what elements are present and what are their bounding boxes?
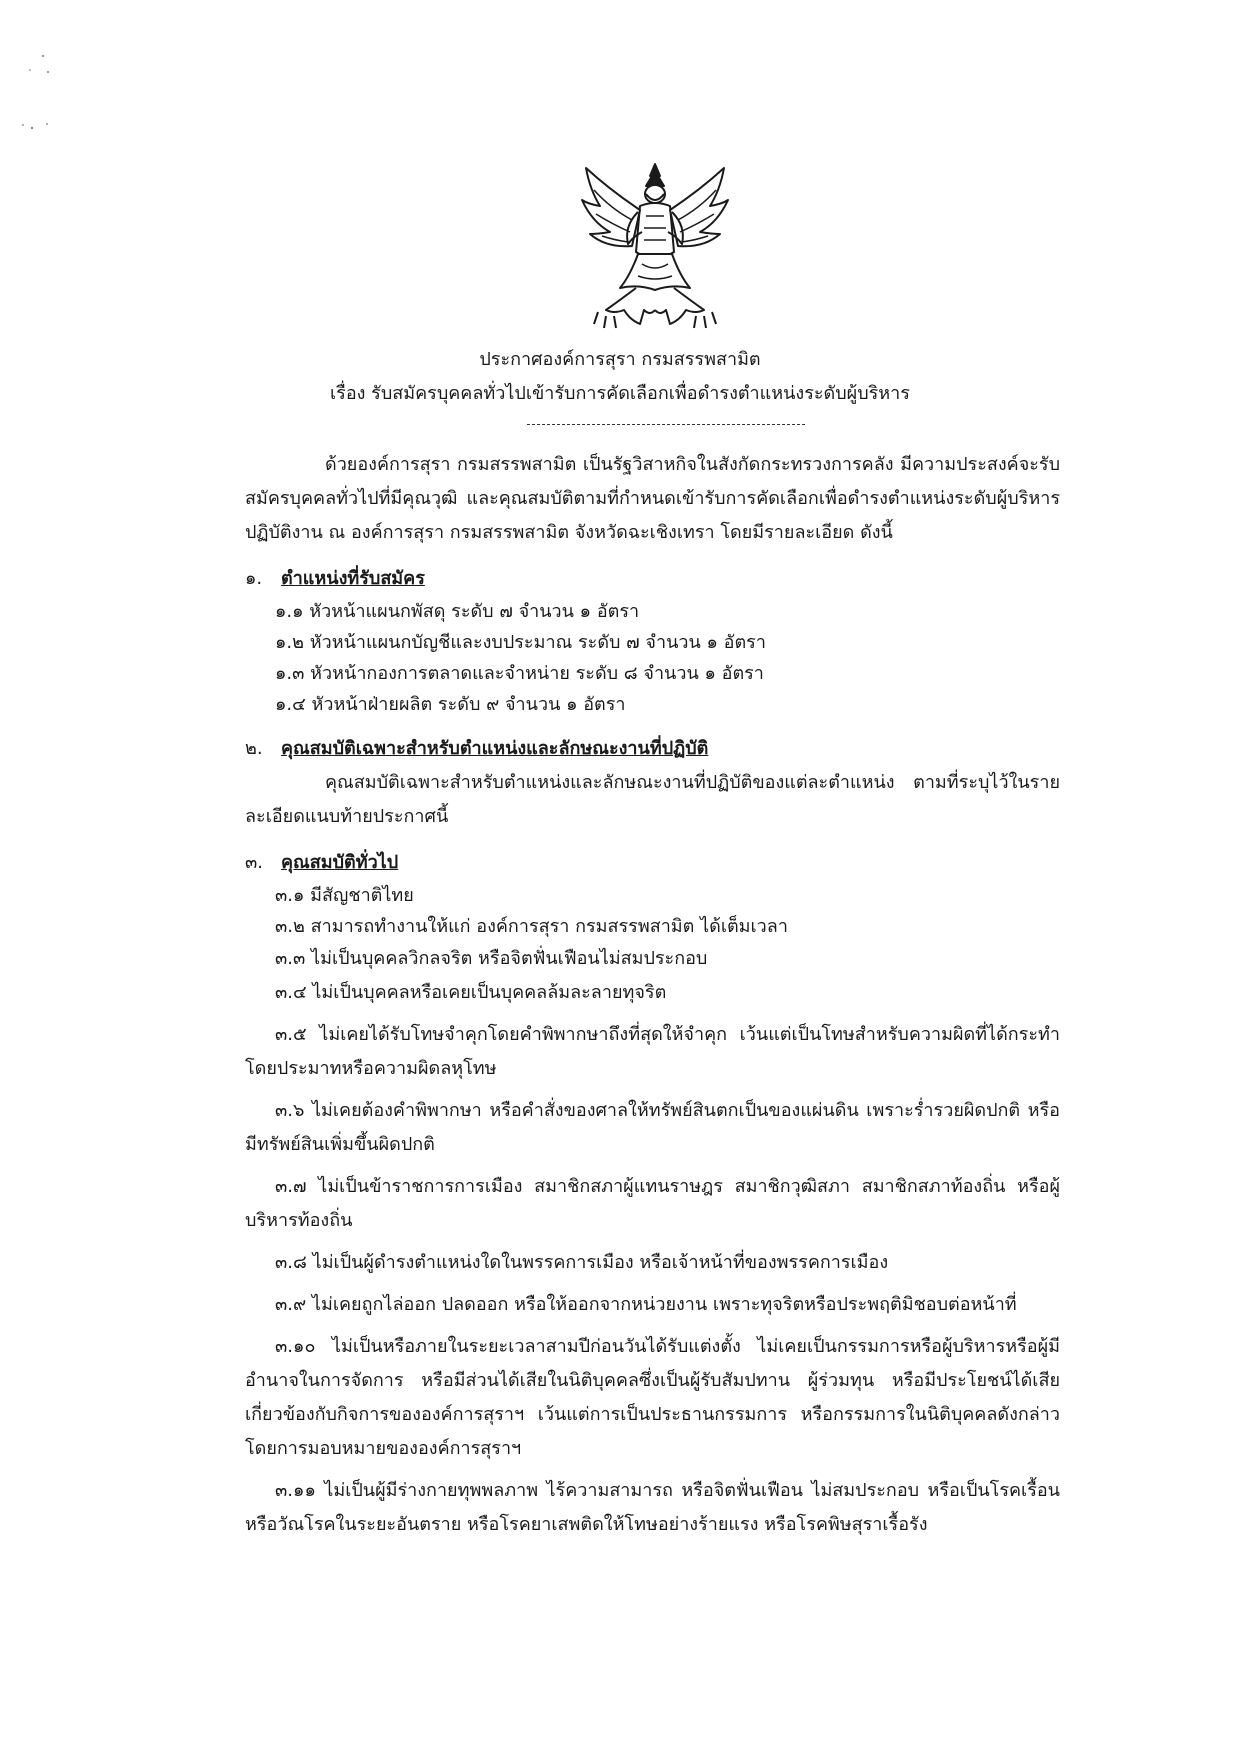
announcement-header <box>0 343 1240 411</box>
section-3-item: ๓.๔ ไม่เป็นบุคคลหรือเคยเป็นบุคคลล้มละลายทุจริต <box>275 982 667 1003</box>
announcement-body <box>245 448 1060 1542</box>
section-1-number: ๑. <box>245 568 263 589</box>
scan-specks <box>20 50 70 140</box>
section-3-item: ๓.๑ มีสัญชาติไทย <box>275 885 414 906</box>
section-2-number: ๒. <box>245 738 263 759</box>
section-3-heading <box>245 846 1060 880</box>
title-separator <box>527 424 805 425</box>
section-1-heading <box>245 562 1060 596</box>
section-3-item: ๓.๗ ไม่เป็นข้าราชการการเมือง สมาชิกสภาผู้แทนราษฎร สมาชิกวุฒิสภา สมาชิกสภาท้องถิ่น หรือผู้บริหารท้องถิ่น <box>245 1176 1060 1231</box>
section-1-item: ๑.๓ หัวหน้ากองการตลาดและจำหน่าย ระดับ ๘ จำนวน ๑ อัตรา <box>275 663 764 684</box>
section-3-item: ๓.๕ ไม่เคยได้รับโทษจำคุกโดยคำพิพากษาถึงที่สุดให้จำคุก เว้นแต่เป็นโทษสำหรับความผิดที่ได้กระทำโดยประมาทหรือความผิดลหุโทษ <box>245 1024 1060 1079</box>
section-2-heading <box>245 732 1060 766</box>
section-3-item: ๓.๙ ไม่เคยถูกไล่ออก ปลดออก หรือให้ออกจากหน่วยงาน เพราะทุจริตหรือประพฤติมิชอบต่อหน้าที่ <box>275 1294 1017 1315</box>
section-1-item: ๑.๔ หัวหน้าฝ่ายผลิต ระดับ ๙ จำนวน ๑ อัตรา <box>275 694 626 715</box>
intro-paragraph: ด้วยองค์การสุรา กรมสรรพสามิต เป็นรัฐวิสาหกิจในสังกัดกระทรวงการคลัง มีความประสงค์จะรับสมัครบุคคลทั่วไปที่มีคุณวุฒิ และคุณสมบัติตามที่กำหนดเข้ารับการคัดเลือกเพื่อดำรงตำแหน่งระดับผู้บริหาร ปฏิบัติงาน ณ องค์การสุรา กรมสรรพสามิต จังหวัดฉะเชิงเทรา โดยมีรายละเอียด ดังนี้ <box>245 454 1060 543</box>
section-3-item: ๓.๒ สามารถทำงานให้แก่ องค์การสุรา กรมสรรพสามิต ได้เต็มเวลา <box>275 916 788 937</box>
section-2-text: คุณสมบัติเฉพาะสำหรับตำแหน่งและลักษณะงานที่ปฏิบัติของแต่ละตำแหน่ง ตามที่ระบุไว้ในรายละเอียดแนบท้ายประกาศนี้ <box>245 772 1060 827</box>
section-3-item: ๓.๓ ไม่เป็นบุคคลวิกลจริต หรือจิตฟั่นเฟือนไม่สมประกอบ <box>275 948 708 969</box>
announcement-subject: เรื่อง รับสมัครบุคคลทั่วไปเข้ารับการคัดเลือกเพื่อดำรงตำแหน่งระดับผู้บริหาร <box>330 383 910 404</box>
garuda-emblem <box>580 160 730 335</box>
section-1-item: ๑.๑ หัวหน้าแผนกพัสดุ ระดับ ๗ จำนวน ๑ อัตรา <box>275 601 640 622</box>
section-1-item: ๑.๒ หัวหน้าแผนกบัญชีและงบประมาณ ระดับ ๗ จำนวน ๑ อัตรา <box>275 632 766 653</box>
section-3-item: ๓.๑๐ ไม่เป็นหรือภายในระยะเวลาสามปีก่อนวันได้รับแต่งตั้ง ไม่เคยเป็นกรรมการหรือผู้บริหารหรือผู้มีอำนาจในการจัดการ หรือมีส่วนได้เสียในนิติบุคคลซึ่งเป็นผู้รับสัมปทาน ผู้ร่วมทุน หรือมีประโยชน์ได้เสียเกี่ยวข้องกับกิจการขององค์การสุราฯ เว้นแต่การเป็นประธานกรรมการ หรือกรรมการในนิติบุคคลดังกล่าวโดยการมอบหมายขององค์การสุราฯ <box>245 1336 1060 1459</box>
section-2-title: คุณสมบัติเฉพาะสำหรับตำแหน่งและลักษณะงานที่ปฏิบัติ <box>281 738 709 759</box>
section-3-item: ๓.๑๑ ไม่เป็นผู้มีร่างกายทุพพลภาพ ไร้ความสามารถ หรือจิตฟั่นเฟือน ไม่สมประกอบ หรือเป็นโรคเรื้อนหรือวัณโรคในระยะอันตราย หรือโรคยาเสพติดให้โทษอย่างร้ายแรง หรือโรคพิษสุราเรื้อรัง <box>245 1480 1060 1535</box>
section-3-number: ๓. <box>245 852 264 873</box>
announcement-title: ประกาศองค์การสุรา กรมสรรพสามิต <box>479 349 761 370</box>
section-3-item: ๓.๘ ไม่เป็นผู้ดำรงตำแหน่งใดในพรรคการเมือง หรือเจ้าหน้าที่ของพรรคการเมือง <box>275 1252 889 1273</box>
section-3-item: ๓.๖ ไม่เคยต้องคำพิพากษา หรือคำสั่งของศาลให้ทรัพย์สินตกเป็นของแผ่นดิน เพราะร่ำรวยผิดปกติ หรือมีทรัพย์สินเพิ่มขึ้นผิดปกติ <box>245 1100 1060 1155</box>
section-3-title: คุณสมบัติทั่วไป <box>281 852 399 873</box>
section-1-title: ตำแหน่งที่รับสมัคร <box>281 568 425 589</box>
